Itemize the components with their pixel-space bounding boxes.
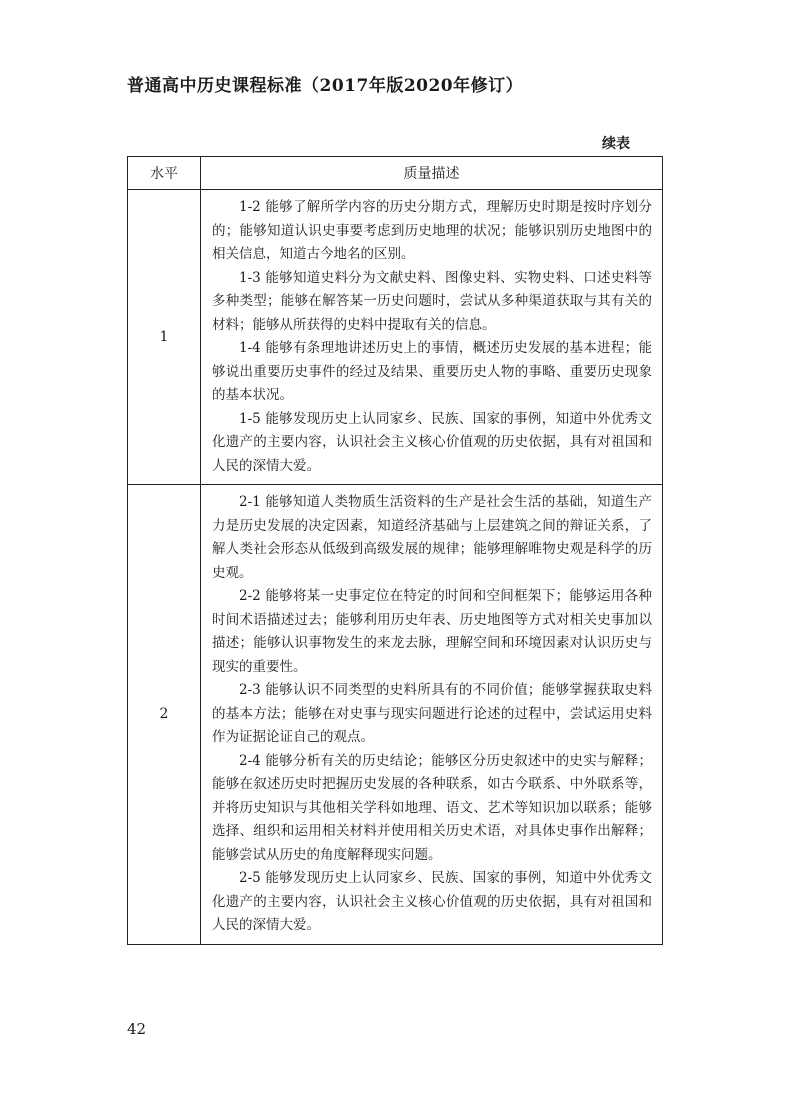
description-cell [201, 485, 663, 945]
column-header-description: 质量描述 [201, 157, 663, 190]
quality-item: 1-3 能够知道史料分为文献史料、图像史料、实物史料、口述史料等多种类型；能够在解答某一历史问题时，尝试从多种渠道获取与其有关的材料；能够从所获得的史料中提取有关的信息。 [212, 269, 652, 333]
quality-item: 2-2 能够将某一史事定位在特定的时间和空间框架下；能够运用各种时间术语描述过去；能够利用历史年表、历史地图等方式对相关史事加以描述；能够认识事物发生的来龙去脉，理解空间和环境因素对认识历史与现实的重要性。 [212, 588, 652, 675]
quality-item: 2-4 能够分析有关的历史结论；能够区分历史叙述中的史实与解释；能够在叙述历史时把握历史发展的各种联系，如古今联系、中外联系等，并将历史知识与其他相关学科如地理、语文、艺术等知识加以联系；能够选择、组织和运用相关材料并使用相关历史术语，对具体史事作出解释；能够尝试从历史的角度解释现实问题。 [212, 752, 652, 863]
page-number: 42 [127, 1020, 147, 1038]
page-header-title: 普通高中历史课程标准（2017年版2020年修订） [127, 76, 524, 96]
quality-standards-table [127, 156, 663, 945]
table-header-row [128, 157, 663, 190]
quality-item: 1-2 能够了解所学内容的历史分期方式，理解历史时期是按时序划分的；能够知道认识史事要考虑到历史地理的状况；能够识别历史地图中的相关信息，知道古今地名的区别。 [212, 199, 652, 262]
quality-item: 2-5 能够发现历史上认同家乡、民族、国家的事例，知道中外优秀文化遗产的主要内容，认识社会主义核心价值观的历史依据，具有对祖国和人民的深情大爱。 [212, 870, 652, 933]
quality-item: 1-4 能够有条理地讲述历史上的事情，概述历史发展的基本进程；能够说出重要历史事件的经过及结果、重要历史人物的事略、重要历史现象的基本状况。 [212, 340, 652, 403]
column-header-level: 水平 [128, 157, 201, 190]
quality-item: 1-5 能够发现历史上认同家乡、民族、国家的事例，知道中外优秀文化遗产的主要内容，认识社会主义核心价值观的历史依据，具有对祖国和人民的深情大爱。 [212, 410, 652, 474]
table-row [128, 485, 663, 945]
quality-item: 2-1 能够知道人类物质生活资料的生产是社会生活的基础，知道生产力是历史发展的决定因素，知道经济基础与上层建筑之间的辩证关系，了解人类社会形态从低级到高级发展的规律；能够理解唯物史观是科学的历史观。 [212, 494, 652, 581]
description-cell [201, 190, 663, 485]
table-row [128, 190, 663, 485]
quality-item: 2-3 能够认识不同类型的史料所具有的不同价值；能够掌握获取史料的基本方法；能够在对史事与现实问题进行论述的过程中，尝试运用史料作为证据论证自己的观点。 [212, 682, 652, 745]
level-cell: 1 [128, 190, 201, 485]
table-continued-label: 续表 [602, 136, 630, 152]
level-cell: 2 [128, 485, 201, 945]
